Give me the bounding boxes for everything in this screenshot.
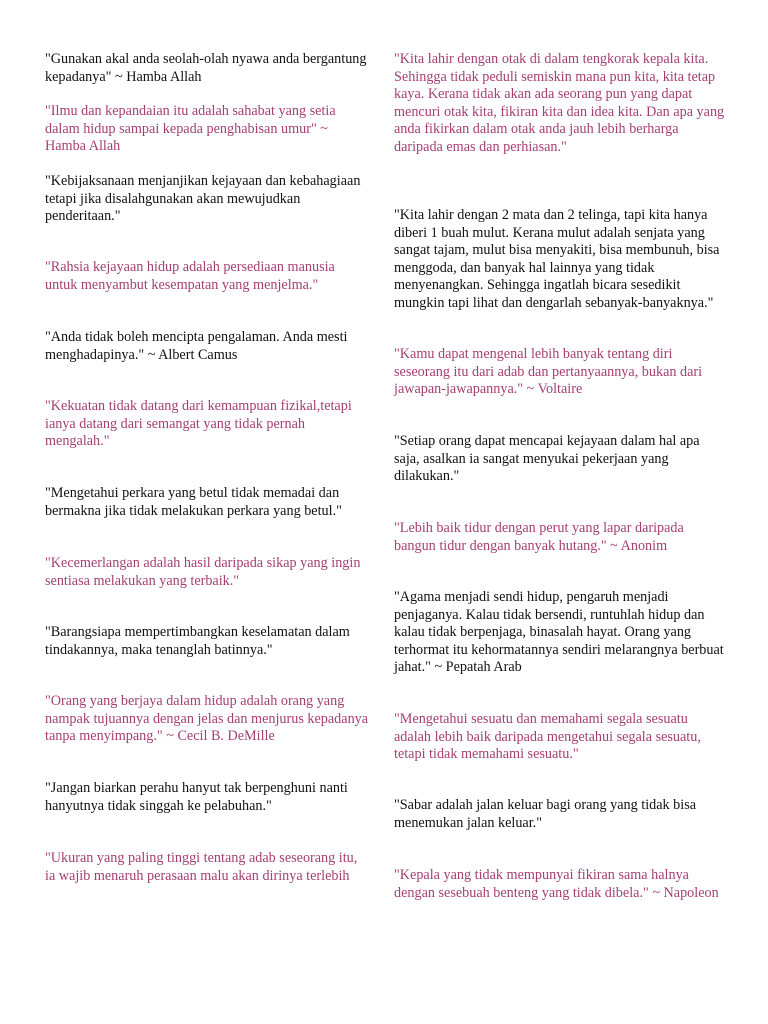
quote-text: "Sabar adalah jalan keluar bagi orang yang tidak bisa menemukan jalan keluar." — [394, 797, 697, 831]
quote-text: "Mengetahui sesuatu dan memahami segala sesuatu adalah lebih baik daripada mengetahui segala sesuatu, tetapi tidak memahami sesuatu." — [394, 711, 701, 763]
quote-text: "Orang yang berjaya dalam hidup adalah orang yang nampak tujuannya dengan jelas dan menjurus kepadanya tanpa menyimpang." ~ Cecil B. DeMille — [45, 693, 369, 745]
quote-text: "Kita lahir dengan 2 mata dan 2 telinga, tapi kita hanya diberi 1 buah mulut. Kerana mulut adalah senjata yang sangat tajam, mulut bisa menyakiti, bisa membunuh, bisa menggoda, dan banyak hal lainnya yang tidak menyenangkan. Sehingga ingatlah bicara sesedikit mungkin tapi lihat dan dengarlah sebanyak-banyaknya." — [394, 207, 720, 311]
quote-text: "Kecemerlangan adalah hasil daripada sikap yang ingin sentiasa melakukan yang terbaik." — [45, 555, 361, 589]
quote-text: "Gunakan akal anda seolah-olah nyawa anda bergantung kepadanya" ~ Hamba Allah — [45, 51, 367, 85]
quote-text: "Ilmu dan kepandaian itu adalah sahabat yang setia dalam hidup sampai kepada penghabisan umur" ~ Hamba Allah — [45, 103, 336, 155]
quote-text: "Kebijaksanaan menjanjikan kejayaan dan kebahagiaan tetapi jika disalahgunakan akan mewujudkan penderitaan." — [45, 173, 361, 225]
quote-text: "Kepala yang tidak mempunyai fikiran sama halnya dengan sesebuah benteng yang tidak dibela." ~ Napoleon — [394, 867, 719, 901]
quote-text: "Barangsiapa mempertimbangkan keselamatan dalam tindakannya, maka tenanglah batinnya." — [45, 624, 350, 658]
quote-text: "Kamu dapat mengenal lebih banyak tentang diri seseorang itu dari adab dan pertanyaannya, bukan dari jawapan-jawapannya." ~ Voltaire — [394, 346, 703, 398]
quote-text: "Anda tidak boleh mencipta pengalaman. Anda mesti menghadapinya." ~ Albert Camus — [45, 329, 348, 363]
quote-text: "Rahsia kejayaan hidup adalah persediaan manusia untuk menyambut kesempatan yang menjelma." — [45, 259, 335, 293]
quote-text: "Lebih baik tidur dengan perut yang lapar daripada bangun tidur dengan banyak hutang." ~ Anonim — [394, 520, 684, 554]
quote-text: "Jangan biarkan perahu hanyut tak berpenghuni nanti hanyutnya tidak singgah ke pelabuhan." — [45, 780, 348, 814]
quote-text: "Setiap orang dapat mencapai kejayaan dalam hal apa saja, asalkan ia sangat menyukai pekerjaan yang dilakukan." — [394, 433, 700, 485]
quote-text: "Ukuran yang paling tinggi tentang adab seseorang itu, ia wajib menaruh perasaan malu akan dirinya terlebih — [45, 850, 358, 884]
quote-text: "Mengetahui perkara yang betul tidak memadai dan bermakna jika tidak melakukan perkara yang betul." — [45, 485, 342, 519]
quote-text: "Kekuatan tidak datang dari kemampuan fizikal,tetapi ianya datang dari semangat yang tidak pernah mengalah." — [45, 398, 352, 450]
quote-text: "Agama menjadi sendi hidup, pengaruh menjadi penjaganya. Kalau tidak bersendi, runtuhlah hidup dan kalau tidak berpenjaga, binasalah hayat. Orang yang terhormat itu kehormatannya sendiri melarangnya berbuat jahat." ~ Pepatah Arab — [394, 589, 724, 676]
quote-text: "Kita lahir dengan otak di dalam tengkorak kepala kita. Sehingga tidak peduli semiskin mana pun kita, kita tetap kaya. Kerana tidak akan ada seorang pun yang dapat mencuri otak kita, fikiran kita dan idea kita. Dan apa yang anda fikirkan dalam otak anda jauh lebih berharga daripada emas dan perhiasan." — [394, 51, 725, 155]
